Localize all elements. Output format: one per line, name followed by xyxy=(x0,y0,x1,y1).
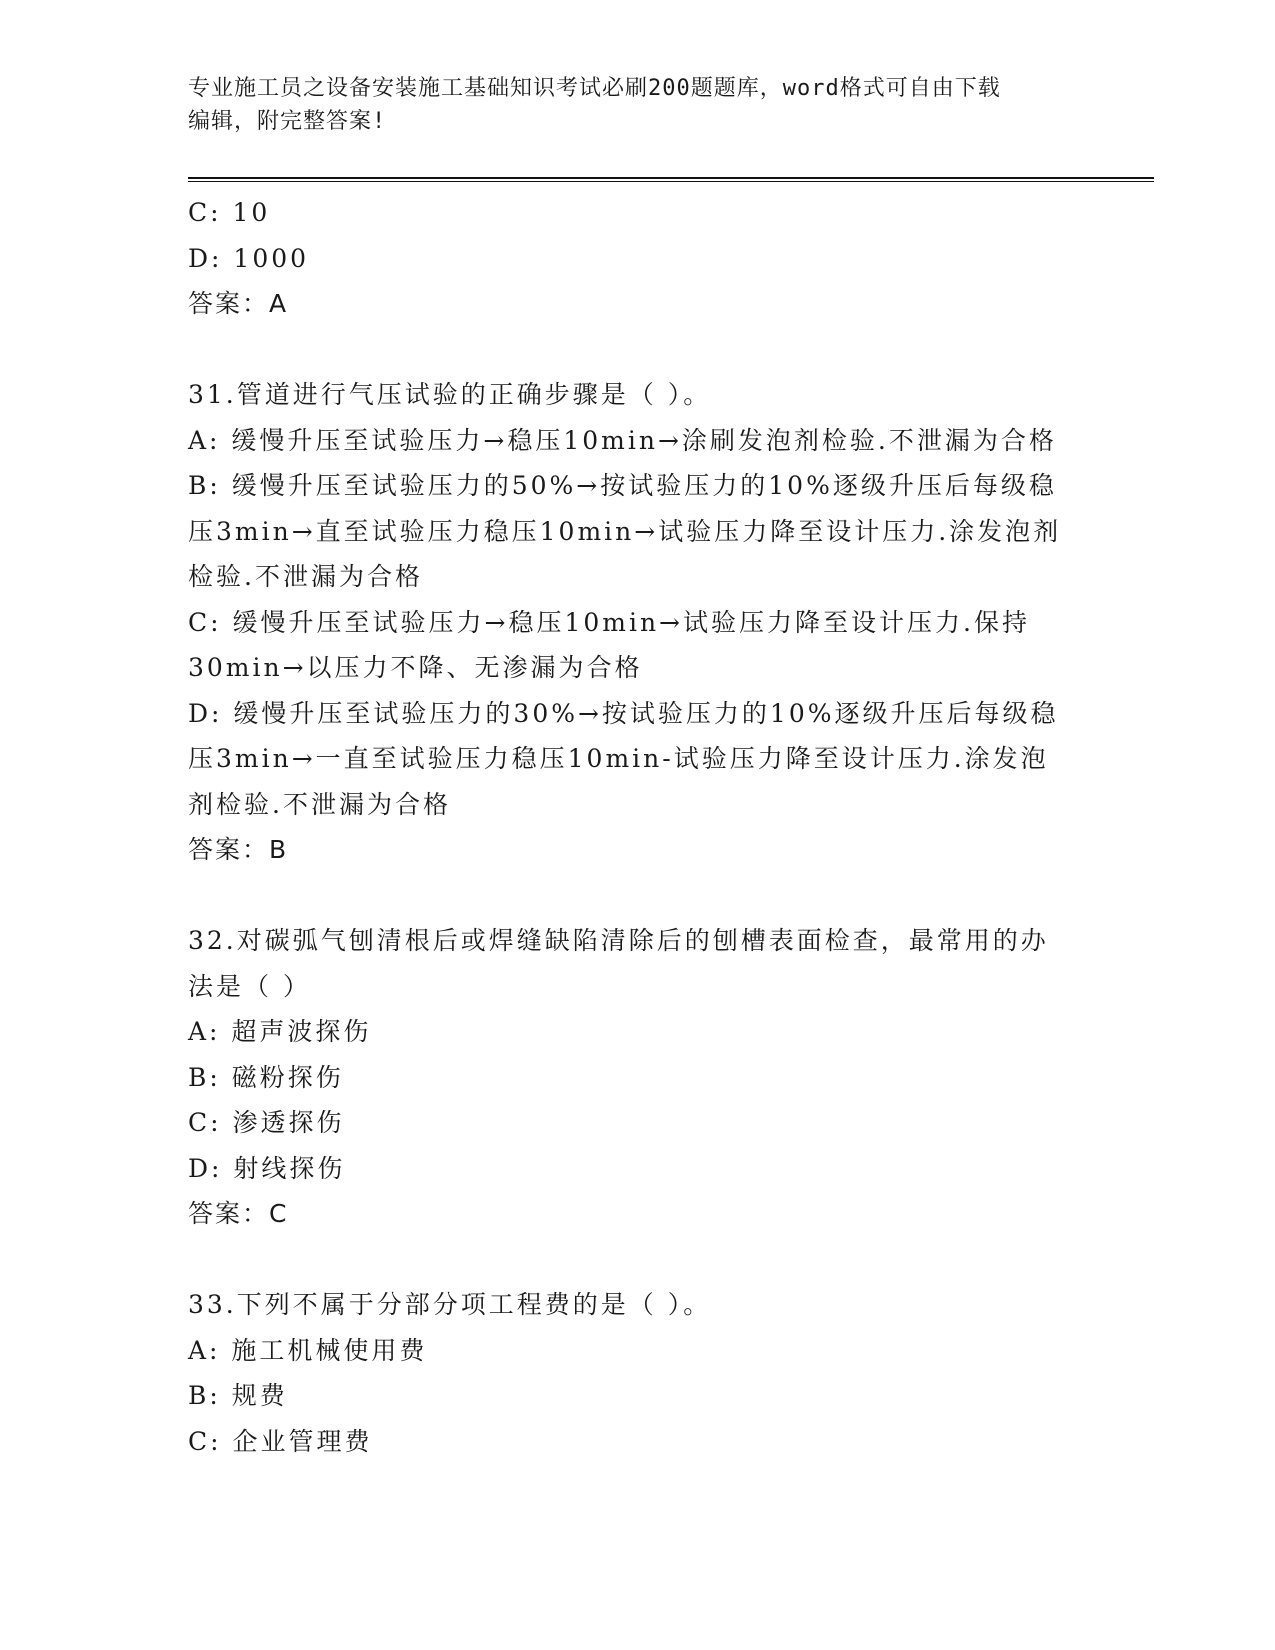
question-33 xyxy=(188,1282,1088,1464)
question-32 xyxy=(188,918,1088,1237)
option-c: C: 渗透探伤 xyxy=(188,1108,345,1137)
option-b: B: 规费 xyxy=(188,1381,288,1410)
option-c: C: 10 xyxy=(188,198,271,227)
document-body xyxy=(188,190,1088,1464)
option-d: D: 1000 xyxy=(188,243,310,273)
answer: 答案：C xyxy=(188,1199,289,1228)
option-d-line-2: 压3min→一直至试验压力稳压10min-试验压力降至设计压力.涂发泡 xyxy=(188,744,1049,773)
option-b-line-3: 检验.不泄漏为合格 xyxy=(188,562,423,591)
option-d-line-1: D: 缓慢升压至试验压力的30%→按试验压力的10%逐级升压后每级稳 xyxy=(188,698,1059,728)
option-a: A: 缓慢升压至试验压力→稳压10min→涂刷发泡剂检验.不泄漏为合格 xyxy=(188,425,1057,455)
option-d-line-3: 剂检验.不泄漏为合格 xyxy=(188,789,451,819)
header-title-line-1: 专业施工员之设备安装施工基础知识考试必刷200题题库，word格式可自由下载 xyxy=(188,76,1001,101)
option-a: A: 施工机械使用费 xyxy=(188,1335,428,1365)
question-text-line-1: 32.对碳弧气刨清根后或焊缝缺陷清除后的刨槽表面检查，最常用的办 xyxy=(188,926,1049,955)
answer: 答案：B xyxy=(188,835,289,864)
answer: 答案：A xyxy=(188,289,289,318)
option-b: B: 磁粉探伤 xyxy=(188,1062,344,1092)
question-text-line-2: 法是（ ） xyxy=(188,971,311,1001)
option-b-line-2: 压3min→直至试验压力稳压10min→试验压力降至设计压力.涂发泡剂 xyxy=(188,516,1062,546)
question-31 xyxy=(188,372,1088,873)
option-d: D: 射线探伤 xyxy=(188,1153,346,1183)
spacer xyxy=(188,1237,1088,1283)
option-a: A: 超声波探伤 xyxy=(188,1017,372,1046)
question-text: 31.管道进行气压试验的正确步骤是（ ）。 xyxy=(188,380,712,409)
header-title-line-2: 编辑，附完整答案! xyxy=(188,109,387,134)
option-c-line-1: C: 缓慢升压至试验压力→稳压10min→试验压力降至设计压力.保持 xyxy=(188,607,1030,637)
question-text: 33.下列不属于分部分项工程费的是（ ）。 xyxy=(188,1290,712,1319)
option-c: C: 企业管理费 xyxy=(188,1426,373,1456)
option-c-line-2: 30min→以压力不降、无渗漏为合格 xyxy=(188,653,643,682)
option-b-line-1: B: 缓慢升压至试验压力的50%→按试验压力的10%逐级升压后每级稳 xyxy=(188,471,1057,500)
spacer xyxy=(188,327,1088,373)
document-header xyxy=(188,72,1088,138)
previous-question-tail xyxy=(188,190,1088,327)
header-divider xyxy=(188,177,1154,182)
spacer xyxy=(188,873,1088,919)
